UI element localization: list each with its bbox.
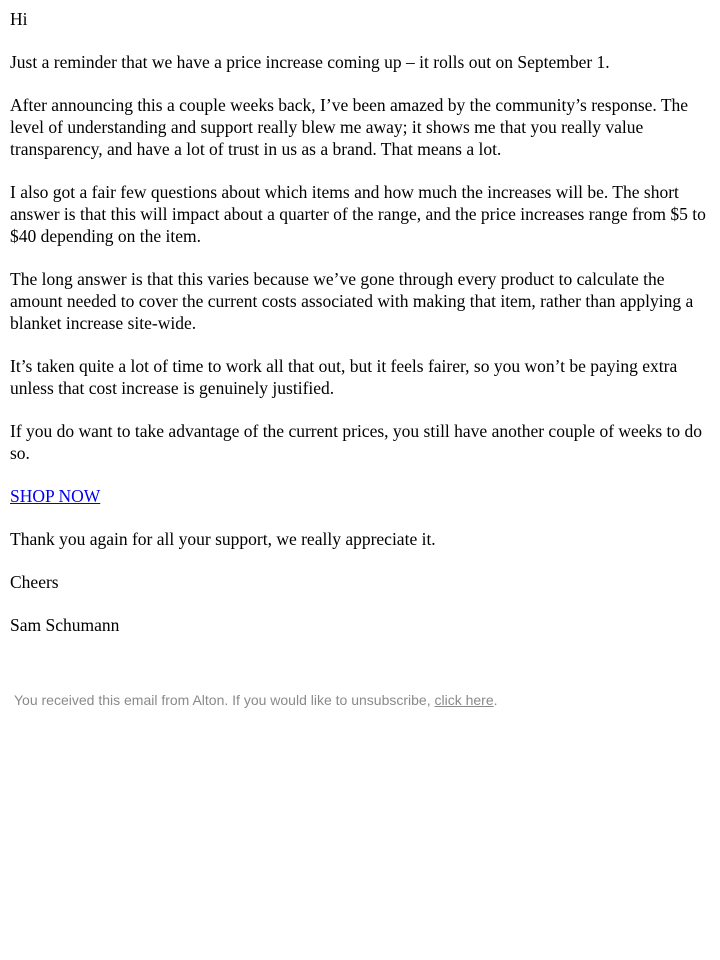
paragraph-current-prices: If you do want to take advantage of the current prices, you still have another couple of weeks to do so. xyxy=(10,421,702,463)
signoff: Cheers xyxy=(10,572,59,592)
footer-text: You received this email from Alton. If you would like to unsubscribe, xyxy=(14,692,435,708)
paragraph-short-answer: I also got a fair few questions about which items and how much the increases will be. The short answer is that this will impact about a quarter of the range, and the price increases range from $5 to $40 depending on the item. xyxy=(10,182,706,246)
greeting: Hi xyxy=(10,9,28,29)
footer-period: . xyxy=(493,692,498,708)
paragraph-fairness: It’s taken quite a lot of time to work all that out, but it feels fairer, so you won’t be paying extra unless that cost increase is genuinely justified. xyxy=(10,356,678,398)
signature: Sam Schumann xyxy=(10,615,120,635)
unsubscribe-link[interactable]: click here xyxy=(434,692,494,708)
paragraph-community-response: After announcing this a couple weeks back, I’ve been amazed by the community’s response. The level of understanding and support really blew me away; it shows me that you really value transparency, and have a lot of trust in us as a brand. That means a lot. xyxy=(10,95,689,159)
cta-row xyxy=(10,485,710,507)
email-footer xyxy=(14,691,704,709)
paragraph-long-answer: The long answer is that this varies because we’ve gone through every product to calculate the amount needed to cover the current costs associated with making that item, rather than applying a blanket increase site-wide. xyxy=(10,269,694,333)
email-body xyxy=(10,8,710,657)
paragraph-price-reminder: Just a reminder that we have a price increase coming up – it rolls out on September 1. xyxy=(10,52,610,72)
shop-now-link[interactable]: SHOP NOW xyxy=(10,486,101,506)
thanks-line: Thank you again for all your support, we really appreciate it. xyxy=(10,529,436,549)
